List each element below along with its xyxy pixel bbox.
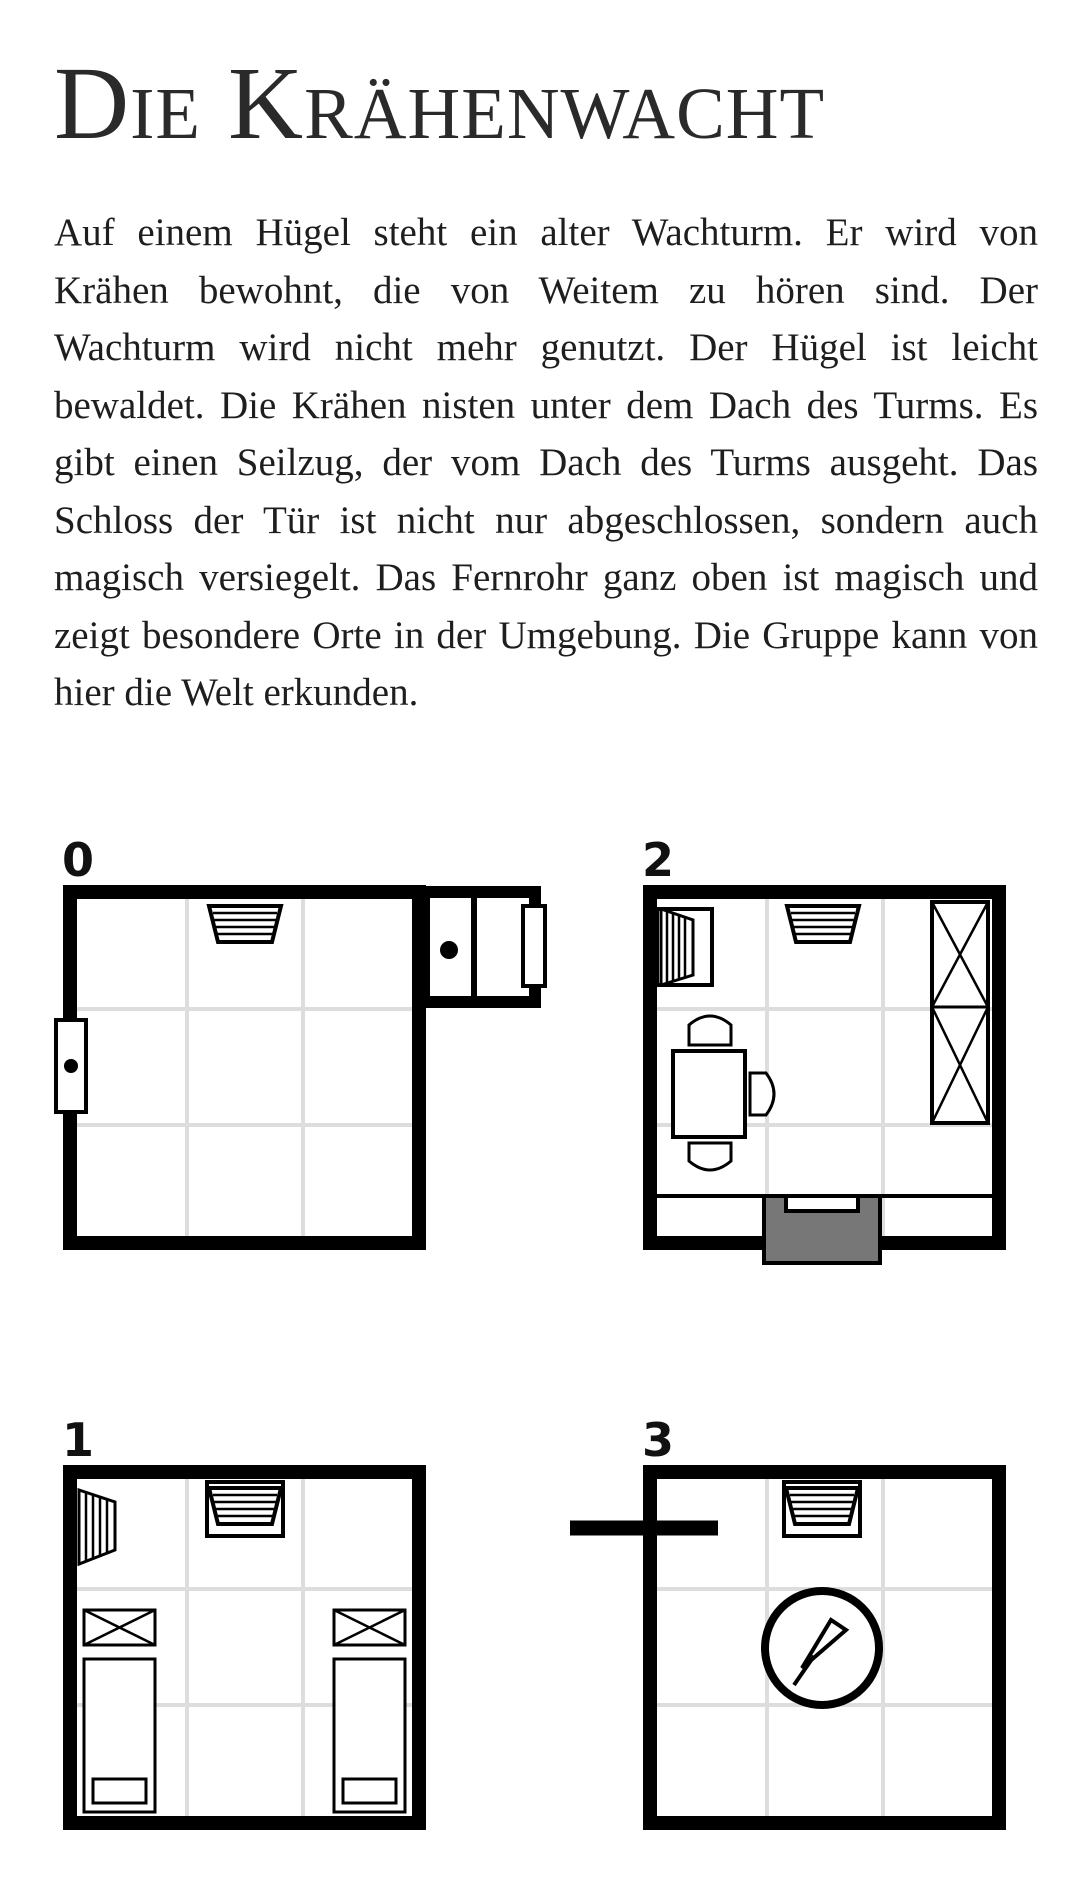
floor-plan-1	[62, 1413, 419, 1823]
floor-label-1: 1	[62, 1413, 95, 1467]
door-handle-icon	[64, 1059, 78, 1073]
chair-icon	[689, 1016, 731, 1045]
pillow-icon	[93, 1779, 146, 1803]
grid-lines	[72, 893, 418, 1242]
floor-plan-0	[56, 833, 545, 1243]
chair-icon	[689, 1143, 731, 1170]
body-text: Auf einem Hügel steht ein alter Wachturm. Er wird von Krähen bewohnt, die von Weitem zu hören sind. Der Wachturm wird nicht mehr genutzt. Der Hügel ist leicht bewaldet. Die Krähen nisten unter dem Dach des Turms. Es gibt einen Seilzug, der vom Dach des Turms ausgeht. Das Schloss der Tür ist nicht nur abgeschlossen, sondern auch magisch versiegelt. Das Fernrohr ganz oben ist magisch und zeigt besondere Orte in der Umgebung. Die Gruppe kann von hier die Welt erkunden.	[54, 211, 1038, 714]
room-walls	[70, 892, 419, 1243]
window-icon	[787, 906, 859, 942]
table-icon	[673, 1051, 745, 1137]
floor-label-3: 3	[642, 1413, 675, 1467]
chair-icon	[750, 1073, 774, 1115]
pillow-icon	[343, 1779, 396, 1803]
floor-label-2: 2	[642, 833, 675, 887]
door-icon	[523, 906, 545, 986]
floor-plan-2	[642, 833, 999, 1263]
lock-icon	[440, 941, 458, 959]
window-icon	[786, 1488, 858, 1524]
stairs-icon	[79, 1490, 115, 1564]
window-icon	[209, 1488, 281, 1524]
shelf-icon	[932, 902, 988, 1123]
floor-label-0: 0	[62, 833, 95, 887]
floor-plan-3	[570, 1413, 999, 1823]
stair-landing	[764, 1196, 880, 1263]
page-title: Die Krähenwacht	[54, 46, 826, 161]
floor-plans	[0, 820, 1080, 1879]
window-icon	[209, 906, 281, 942]
